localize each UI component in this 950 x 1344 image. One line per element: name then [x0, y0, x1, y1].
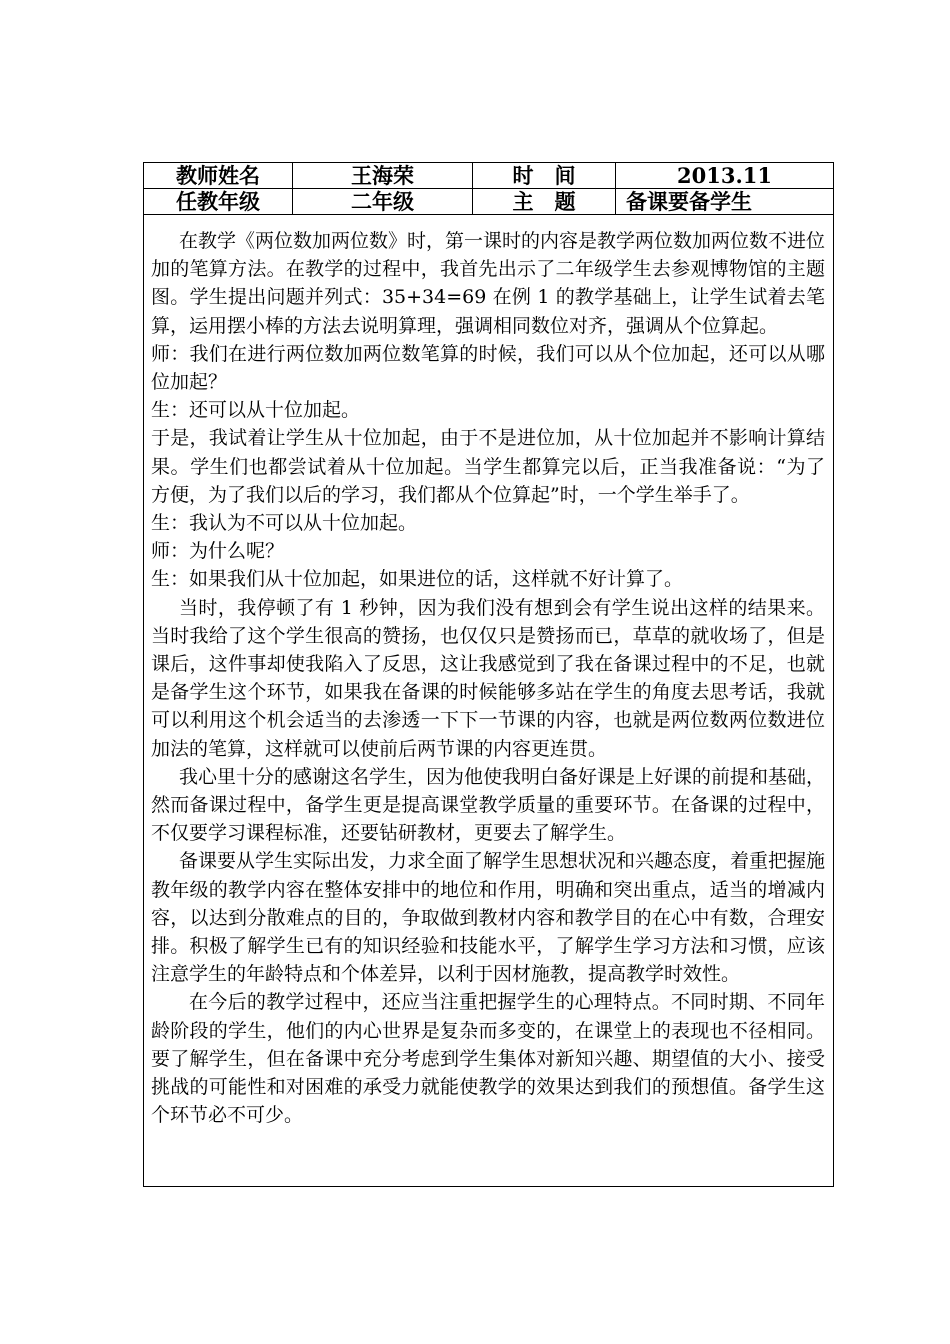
paragraph-intro: 在教学《两位数加两位数》时，第一课时的内容是教学两位数加两位数不进位加的笔算方法。在教学的过程中，我首先出示了二年级学生去参观博物馆的主题图。学生提出问题并列式：35+34=69 在例 1 的教学基础上，让学生试着去笔算，运用摆小棒的方法去说明算理，强调相同数位对齐，强调从个位算起。	[151, 230, 826, 337]
paragraph-narration: 于是，我试着让学生从十位加起，由于不是进位加，从十位加起并不影响计算结果。学生们也都尝试着从十位加起。当学生都算完以后，正当我准备说：“为了方便，为了我们以后的学习，我们都从个位算起”时，一个学生举手了。	[151, 427, 825, 506]
grade-value: 二年级	[293, 189, 473, 215]
reflection-content	[144, 215, 834, 1187]
topic-label: 主 题	[473, 189, 616, 215]
lesson-reflection-table	[143, 162, 834, 1187]
dialogue-student-2: 生：我认为不可以从十位加起。	[151, 512, 418, 535]
time-value: 2013.11	[616, 163, 834, 189]
paragraph-reflection: 当时，我停顿了有 1 秒钟，因为我们没有想到会有学生说出这样的结果来。当时我给了这个学生很高的赞扬，也仅仅只是赞扬而已，草草的就收场了，但是课后，这件事却使我陷入了反思，这让我感觉到了我在备课过程中的不足，也就是备学生这个环节，如果我在备课的时候能够多站在学生的角度去思考话，我就可以利用这个机会适当的去渗透一下下一节课的内容，也就是两位数两位数进位加法的笔算，这样就可以使前后两节课的内容更连贯。	[151, 596, 825, 760]
grade-label: 任教年级	[144, 189, 293, 215]
dialogue-teacher-1: 师：我们在进行两位数加两位数笔算的时候，我们可以从个位加起，还可以从哪位加起？	[151, 342, 825, 394]
dialogue-teacher-2: 师：为什么呢？	[151, 540, 285, 563]
header-row-1	[144, 163, 834, 189]
paragraph-gratitude: 我心里十分的感谢这名学生，因为他使我明白备好课是上好课的前提和基础，然而备课过程中，备学生更是提高课堂教学质量的重要环节。在备课的过程中，不仅要学习课程标准，还要钻研教材，更要去了解学生。	[151, 765, 826, 845]
time-label: 时 间	[473, 163, 616, 189]
paragraph-method: 备课要从学生实际出发，力求全面了解学生思想状况和兴趣态度，着重把握施教年级的教学内容在整体安排中的地位和作用，明确和突出重点，适当的增减内容，以达到分散难点的目的，争取做到教材内容和教学目的在心中有数，合理安排。积极了解学生已有的知识经验和技能水平，了解学生学习方法和习惯，应该注意学生的年龄特点和个体差异，以利于因材施教，提高教学时效性。	[151, 850, 826, 986]
teacher-name-label: 教师姓名	[144, 163, 293, 189]
dialogue-student-3: 生：如果我们从十位加起，如果进位的话，这样就不好计算了。	[151, 568, 684, 591]
header-row-2	[144, 189, 834, 215]
dialogue-student-1: 生：还可以从十位加起。	[151, 399, 361, 422]
topic-value: 备课要备学生	[616, 189, 834, 215]
paragraph-conclusion: 在今后的教学过程中，还应当注重把握学生的心理特点。不同时期、不同年龄阶段的学生，他们的内心世界是复杂而多变的，在课堂上的表现也不径相同。要了解学生，但在备课中充分考虑到学生集体对新知兴趣、期望值的大小、接受挑战的可能性和对困难的承受力就能使教学的效果达到我们的预想值。备学生这个环节必不可少。	[151, 991, 825, 1127]
teacher-name-value: 王海荣	[293, 163, 473, 189]
content-row	[144, 215, 834, 1187]
